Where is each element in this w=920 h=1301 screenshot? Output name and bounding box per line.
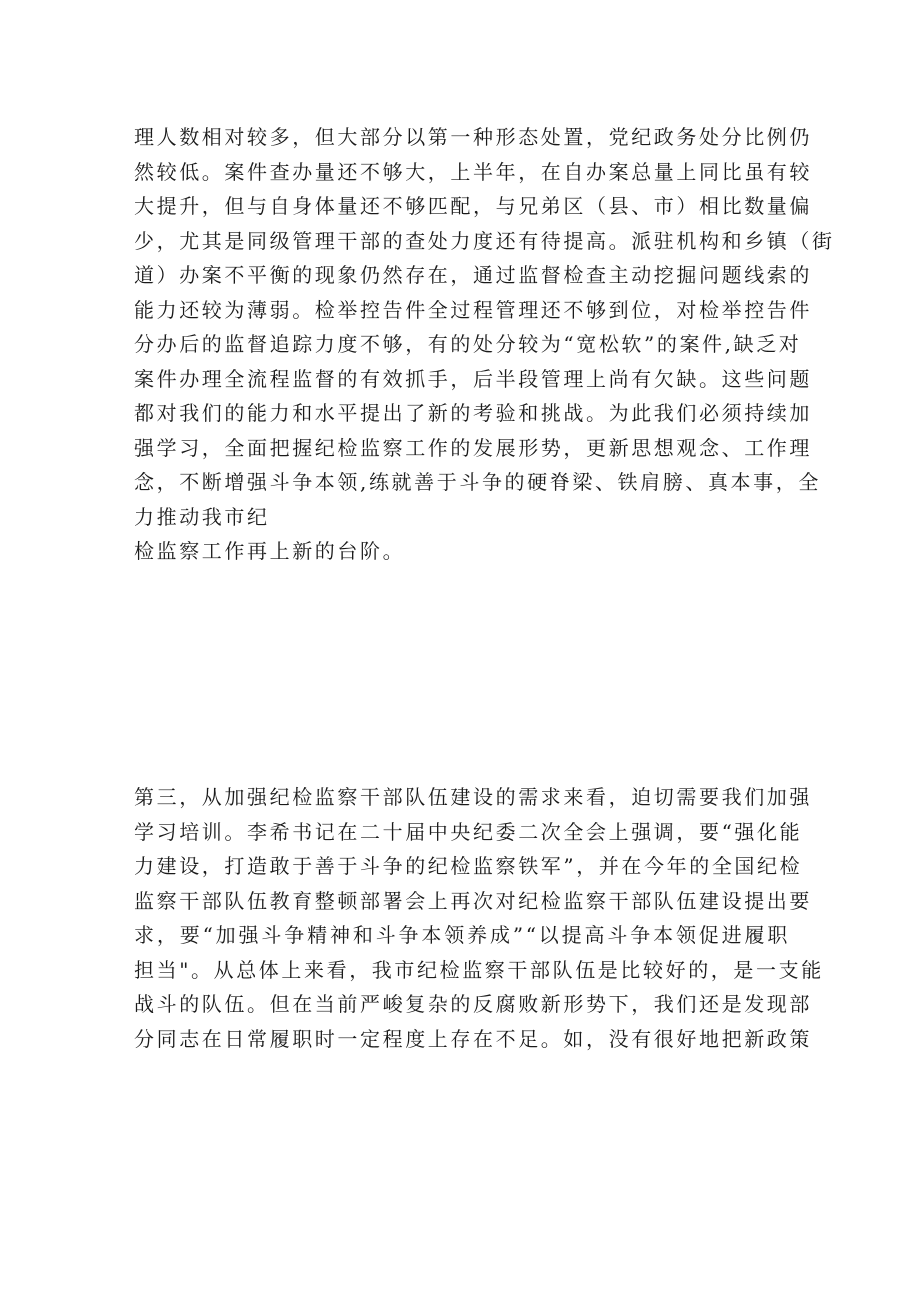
paragraph-2-line: 求，要“加强斗争精神和斗争本领养成”“以提高斗争本领促进履职 <box>134 923 790 947</box>
paragraph-2-line: 第三，从加强纪检监察干部队伍建设的需求来看，迫切需要我们加强 <box>134 785 812 809</box>
paragraph-2-line: 分同志在日常履职时一定程度上存在不足。如，没有很好地把新政策 <box>134 1026 812 1051</box>
paragraph-2-line: 学习培训。李希书记在二十届中央纪委二次全会上强调，要“强化能 <box>134 819 803 844</box>
paragraph-1-line: 少，尤其是同级管理干部的查处力度还有待提高。派驻机构和乡镇（街 <box>134 228 835 253</box>
paragraph-1-line: 都对我们的能力和水平提出了新的考验和挑战。为此我们必须持续加 <box>134 401 812 425</box>
paragraph-2-line: 力建设，打造敢于善于斗争的纪检监察铁军”，并在今年的全国纪检 <box>134 854 803 878</box>
paragraph-1-line: 然较低。案件查办量还不够大，上半年，在自办案总量上同比虽有较 <box>134 159 812 184</box>
paragraph-1-line: 能力还较为薄弱。检举控告件全过程管理还不够到位，对检举控告件 <box>134 297 812 322</box>
paragraph-1-line: 强学习，全面把握纪检监察工作的发展形势，更新思想观念、工作理 <box>134 435 812 460</box>
paragraph-2-line: 担当"。从总体上来看，我市纪检监察干部队伍是比较好的，是一支能 <box>134 957 824 982</box>
paragraph-2-line: 监察干部队伍教育整顿部署会上再次对纪检监察干部队伍建设提出要 <box>134 888 812 913</box>
paragraph-1-line: 案件办理全流程监督的有效抓手，后半段管理上尚有欠缺。这些问题 <box>134 366 812 391</box>
paragraph-1 <box>134 120 835 569</box>
paragraph-1-line: 念，不断增强斗争本领,练就善于斗争的硬脊梁、铁肩膀、真本事，全 <box>134 470 821 494</box>
paragraph-1-line: 大提升，但与自身体量还不够匹配，与兄弟区（县、市）相比数量偏 <box>134 194 812 218</box>
paragraph-1-line: 道）办案不平衡的现象仍然存在，通过监督检查主动挖掘问题线索的 <box>134 263 812 287</box>
paragraph-2 <box>134 780 824 1056</box>
paragraph-1-line: 力推动我市纪 <box>134 504 270 529</box>
paragraph-1-line: 分办后的监督追踪力度不够，有的处分较为“宽松软”的案件,缺乏对 <box>134 332 802 356</box>
paragraph-1-line: 理人数相对较多，但大部分以第一种形态处置，党纪政务处分比例仍 <box>134 125 812 149</box>
paragraph-2-line: 战斗的队伍。但在当前严峻复杂的反腐败新形势下，我们还是发现部 <box>134 992 812 1016</box>
paragraph-1-line: 检监察工作再上新的台阶。 <box>134 539 406 563</box>
